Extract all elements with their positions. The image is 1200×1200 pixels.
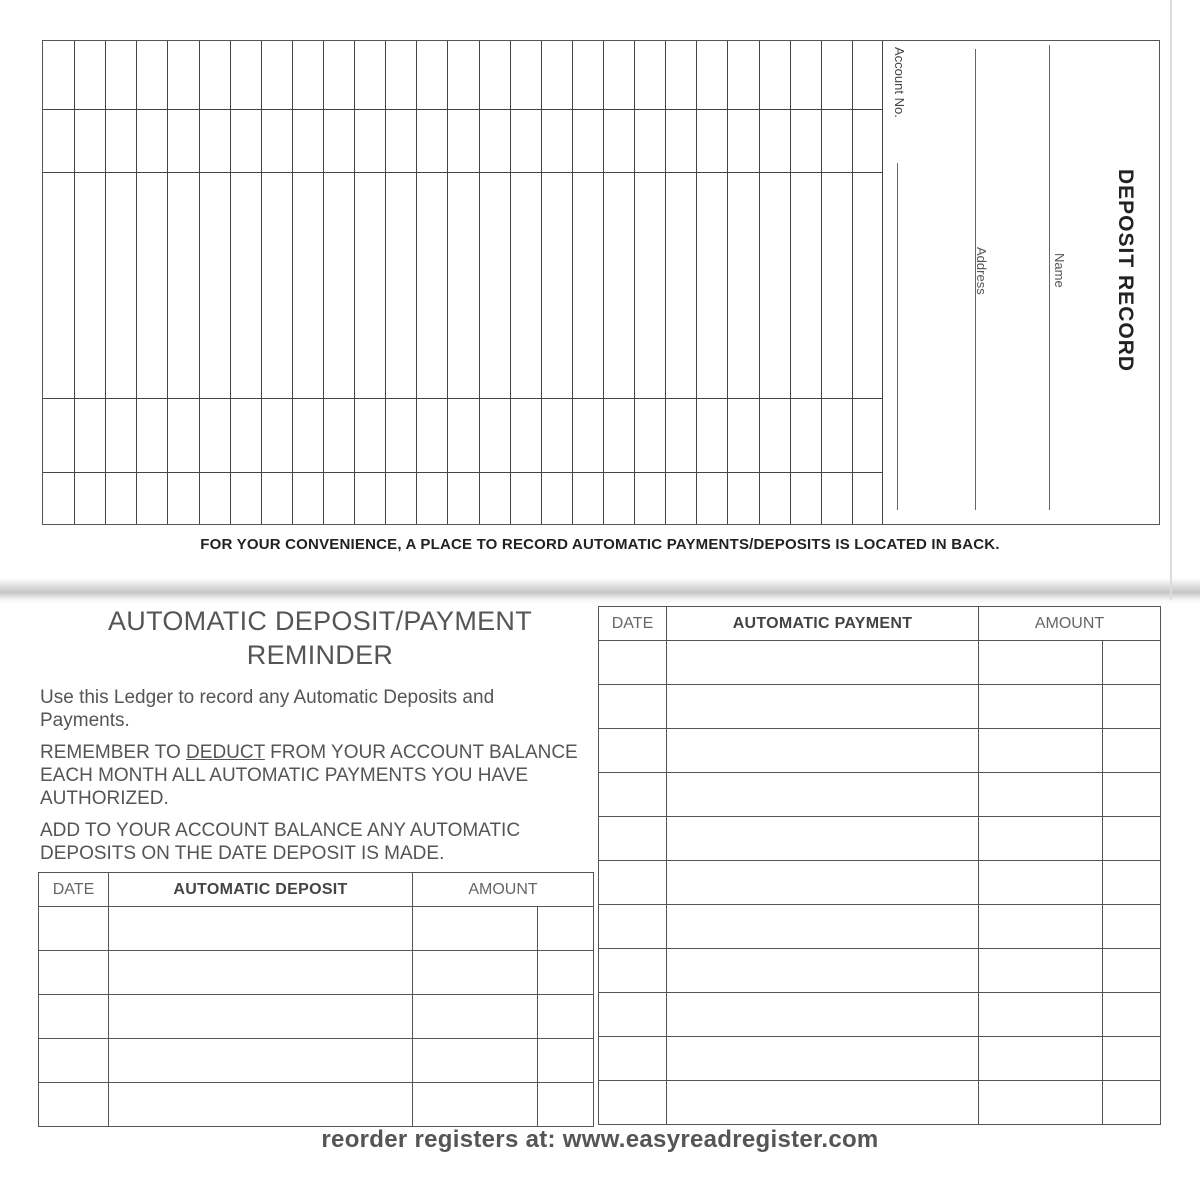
account-info-panel <box>883 41 1159 524</box>
grid-column-line <box>541 41 542 524</box>
grid-row-line <box>43 398 882 399</box>
reminder-heading-line2: REMINDER <box>246 640 394 670</box>
amount-dollars-cell[interactable] <box>413 951 538 995</box>
reminder-heading <box>40 604 600 672</box>
amount-dollars-cell[interactable] <box>413 1039 538 1083</box>
amount-cents-cell[interactable] <box>1103 1037 1161 1081</box>
name-label: Name <box>1052 253 1067 288</box>
description-cell[interactable] <box>109 907 413 951</box>
description-cell[interactable] <box>667 685 979 729</box>
reminder-deduct-note <box>40 741 585 810</box>
amount-dollars-cell[interactable] <box>979 773 1103 817</box>
date-cell[interactable] <box>599 641 667 685</box>
amount-header: AMOUNT <box>413 873 594 907</box>
table-row <box>39 951 594 995</box>
grid-column-line <box>354 41 355 524</box>
grid-column-line <box>74 41 75 524</box>
deposit-record-card <box>42 40 1160 525</box>
deposit-record-title: DEPOSIT RECORD <box>1114 169 1137 373</box>
date-cell[interactable] <box>599 1037 667 1081</box>
date-cell[interactable] <box>599 905 667 949</box>
amount-dollars-cell[interactable] <box>979 685 1103 729</box>
amount-cents-cell[interactable] <box>1103 641 1161 685</box>
grid-column-line <box>447 41 448 524</box>
table-row <box>599 1037 1161 1081</box>
table-header-row <box>599 607 1161 641</box>
description-cell[interactable] <box>667 641 979 685</box>
amount-dollars-cell[interactable] <box>979 861 1103 905</box>
page-crease-shadow <box>0 578 1200 604</box>
amount-cents-cell[interactable] <box>538 1083 594 1127</box>
register-grid <box>43 41 883 524</box>
table-row <box>599 993 1161 1037</box>
date-cell[interactable] <box>599 685 667 729</box>
amount-cents-cell[interactable] <box>1103 905 1161 949</box>
table-row <box>599 905 1161 949</box>
account-number-label: Account No. <box>892 47 907 118</box>
grid-column-line <box>727 41 728 524</box>
table-row <box>39 907 594 951</box>
grid-column-line <box>696 41 697 524</box>
amount-cents-cell[interactable] <box>1103 773 1161 817</box>
amount-cents-cell[interactable] <box>1103 861 1161 905</box>
table-row <box>599 817 1161 861</box>
description-cell[interactable] <box>667 1037 979 1081</box>
grid-column-line <box>790 41 791 524</box>
table-row <box>599 949 1161 993</box>
reorder-footer: reorder registers at: www.easyreadregister.com <box>321 1126 879 1153</box>
table-header-row <box>39 873 594 907</box>
table-row <box>599 773 1161 817</box>
amount-cents-cell[interactable] <box>1103 685 1161 729</box>
description-cell[interactable] <box>667 729 979 773</box>
grid-column-line <box>199 41 200 524</box>
date-cell[interactable] <box>39 1083 109 1127</box>
grid-row-line <box>43 172 882 173</box>
amount-cents-cell[interactable] <box>538 1039 594 1083</box>
table-row <box>599 641 1161 685</box>
convenience-note: FOR YOUR CONVENIENCE, A PLACE TO RECORD AUTOMATIC PAYMENTS/DEPOSITS IS LOCATED IN BACK. <box>200 536 1000 553</box>
description-cell[interactable] <box>667 1081 979 1125</box>
amount-dollars-cell[interactable] <box>979 1081 1103 1125</box>
table-row <box>39 1083 594 1127</box>
table-row <box>39 1039 594 1083</box>
description-cell[interactable] <box>109 995 413 1039</box>
amount-dollars-cell[interactable] <box>979 993 1103 1037</box>
date-cell[interactable] <box>599 993 667 1037</box>
name-field[interactable] <box>1049 45 1050 510</box>
amount-cents-cell[interactable] <box>1103 993 1161 1037</box>
date-header: DATE <box>39 873 109 907</box>
description-cell[interactable] <box>109 1039 413 1083</box>
grid-column-line <box>136 41 137 524</box>
grid-column-line <box>230 41 231 524</box>
amount-cents-cell[interactable] <box>1103 949 1161 993</box>
amount-dollars-cell[interactable] <box>979 949 1103 993</box>
description-cell[interactable] <box>109 1083 413 1127</box>
amount-cents-cell[interactable] <box>538 995 594 1039</box>
grid-column-line <box>759 41 760 524</box>
amount-cents-cell[interactable] <box>538 951 594 995</box>
grid-column-line <box>665 41 666 524</box>
amount-dollars-cell[interactable] <box>413 1083 538 1127</box>
account-number-field[interactable] <box>897 163 898 510</box>
grid-column-line <box>167 41 168 524</box>
deduct-note-pre: REMEMBER TO <box>40 742 187 763</box>
date-cell[interactable] <box>39 907 109 951</box>
grid-column-line <box>261 41 262 524</box>
grid-column-line <box>105 41 106 524</box>
date-cell[interactable] <box>39 1039 109 1083</box>
grid-column-line <box>292 41 293 524</box>
automatic-deposit-table <box>38 872 594 1127</box>
grid-column-line <box>603 41 604 524</box>
amount-cents-cell[interactable] <box>1103 1081 1161 1125</box>
amount-header: AMOUNT <box>979 607 1161 641</box>
date-cell[interactable] <box>599 949 667 993</box>
description-cell[interactable] <box>667 993 979 1037</box>
table-row <box>599 1081 1161 1125</box>
amount-dollars-cell[interactable] <box>979 1037 1103 1081</box>
grid-row-line <box>43 109 882 110</box>
table-row <box>39 995 594 1039</box>
amount-dollars-cell[interactable] <box>979 641 1103 685</box>
reminder-instructions: Use this Ledger to record any Automatic Deposits and Payments. <box>40 687 495 731</box>
date-cell[interactable] <box>599 817 667 861</box>
description-header: AUTOMATIC PAYMENT <box>667 607 979 641</box>
reminder-heading-line1: AUTOMATIC DEPOSIT/PAYMENT <box>107 606 533 636</box>
date-cell[interactable] <box>599 1081 667 1125</box>
date-cell[interactable] <box>599 861 667 905</box>
grid-column-line <box>385 41 386 524</box>
page-edge <box>1170 0 1172 600</box>
description-cell[interactable] <box>667 817 979 861</box>
description-cell[interactable] <box>109 951 413 995</box>
grid-column-line <box>510 41 511 524</box>
grid-column-line <box>634 41 635 524</box>
amount-cents-cell[interactable] <box>1103 729 1161 773</box>
table-row <box>599 685 1161 729</box>
date-cell[interactable] <box>599 773 667 817</box>
address-label: Address <box>974 247 989 295</box>
date-cell[interactable] <box>39 995 109 1039</box>
amount-cents-cell[interactable] <box>538 907 594 951</box>
address-field[interactable] <box>975 49 976 510</box>
date-cell[interactable] <box>39 951 109 995</box>
date-cell[interactable] <box>599 729 667 773</box>
amount-dollars-cell[interactable] <box>979 729 1103 773</box>
description-cell[interactable] <box>667 861 979 905</box>
description-cell[interactable] <box>667 905 979 949</box>
grid-row-line <box>43 472 882 473</box>
amount-dollars-cell[interactable] <box>413 907 538 951</box>
table-row <box>599 729 1161 773</box>
grid-column-line <box>821 41 822 524</box>
reminder-add-note: ADD TO YOUR ACCOUNT BALANCE ANY AUTOMATIC DEPOSITS ON THE DATE DEPOSIT IS MADE. <box>40 820 521 864</box>
grid-column-line <box>416 41 417 524</box>
grid-column-line <box>852 41 853 524</box>
amount-dollars-cell[interactable] <box>979 905 1103 949</box>
description-header: AUTOMATIC DEPOSIT <box>109 873 413 907</box>
table-row <box>599 861 1161 905</box>
deduct-note-post: FROM YOUR ACCOUNT BALANCE EACH MONTH ALL AUTOMATIC PAYMENTS YOU HAVE AUTHORIZED. <box>40 742 578 809</box>
amount-dollars-cell[interactable] <box>979 817 1103 861</box>
grid-column-line <box>323 41 324 524</box>
date-header: DATE <box>599 607 667 641</box>
amount-dollars-cell[interactable] <box>413 995 538 1039</box>
description-cell[interactable] <box>667 949 979 993</box>
grid-column-line <box>479 41 480 524</box>
deduct-note-emphasis: DEDUCT <box>186 742 265 763</box>
amount-cents-cell[interactable] <box>1103 817 1161 861</box>
description-cell[interactable] <box>667 773 979 817</box>
grid-column-line <box>572 41 573 524</box>
automatic-payment-table <box>598 606 1161 1125</box>
